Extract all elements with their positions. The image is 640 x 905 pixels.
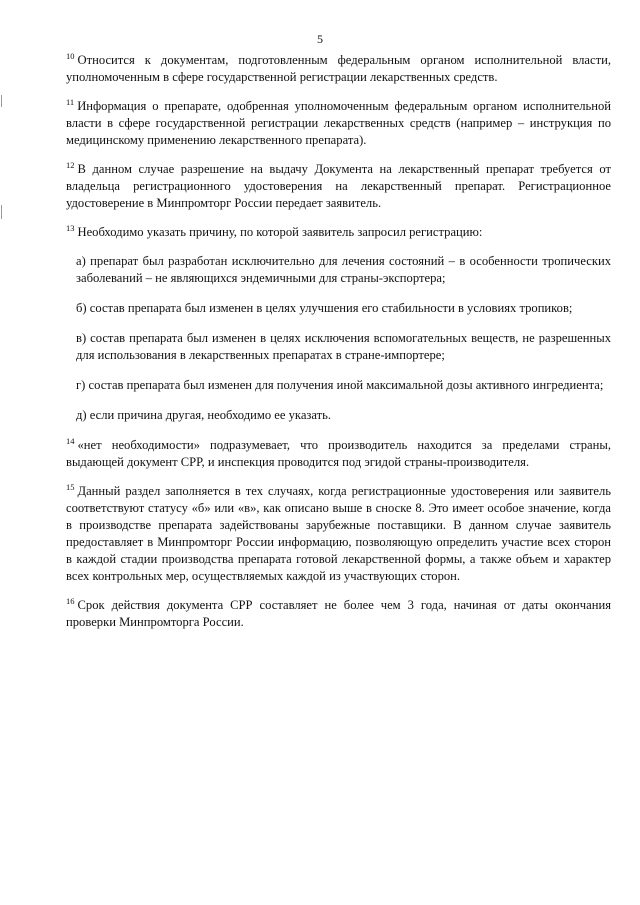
- reason-list: [66, 253, 611, 424]
- footnote-11: [66, 98, 611, 149]
- footnote-14: [66, 437, 611, 471]
- reason-item-d: д) если причина другая, необходимо ее указать.: [76, 408, 332, 422]
- footnote-text: Информация о препарате, одобренная уполномоченным федеральным органом исполнительной власти в сфере государственной регистрации лекарственных средств (например – инструкция по медицинскому применению лекарственного препарата).: [66, 99, 611, 147]
- footnote-mark: 14: [66, 435, 75, 446]
- footnote-text: Срок действия документа СРР составляет не более чем 3 года, начиная от даты окончания проверки Минпромторга России.: [66, 598, 611, 629]
- footnote-15: [66, 483, 611, 585]
- footnote-text: В данном случае разрешение на выдачу Документа на лекарственный препарат требуется от владельца регистрационного удостоверения на лекарственный препарат. Регистрационное удостоверение в Минпромторг России передает заявитель.: [66, 162, 611, 210]
- reason-item-a: а) препарат был разработан исключительно для лечения состояний – в особенности тропических заболеваний – не являющихся эндемичными для страны-экспортера;: [76, 254, 611, 285]
- footnote-text: «нет необходимости» подразумевает, что производитель находится за пределами страны, выдающей документ СРР, и инспекция проводится под эгидой страны-производителя.: [66, 438, 611, 469]
- footnote-mark: 11: [66, 96, 75, 107]
- footnote-mark: 15: [66, 481, 75, 492]
- footnote-text: Относится к документам, подготовленным федеральным органом исполнительной власти, уполномоченным в сфере государственной регистрации лекарственных средств.: [66, 53, 611, 84]
- scan-edge-mark: [1, 95, 2, 107]
- page-number: 5: [317, 32, 323, 46]
- footnote-mark: 16: [66, 595, 75, 606]
- reason-item-v: в) состав препарата был изменен в целях исключения вспомогательных веществ, не разрешенных для использования в лекарственных препаратах в стране-импортере;: [76, 331, 611, 362]
- footnote-16: [66, 597, 611, 631]
- footnote-12: [66, 161, 611, 212]
- footnote-mark: 10: [66, 50, 75, 61]
- footnote-13: [66, 224, 611, 241]
- footnote-text: Данный раздел заполняется в тех случаях, когда регистрационные удостоверения или заявитель соответствуют статусу «б» или «в», как описано выше в сноске 8. Это имеет особое значение, когда в производстве препарата задействованы зарубежные поставщики. В данном случае заявитель предоставляет в Минпромторг России информацию, позволяющую определить участие всех сторон в каждой стадии производства препарата готовой лекарственной формы, а также объем и характер всех контрольных мер, осуществляемых каждой из участвующих сторон.: [66, 484, 611, 583]
- footnote-mark: 12: [66, 159, 75, 170]
- footnote-10: [66, 52, 611, 86]
- footnote-text: Необходимо указать причину, по которой заявитель запросил регистрацию:: [77, 225, 483, 239]
- scan-edge-mark: [1, 205, 2, 219]
- reason-item-b: б) состав препарата был изменен в целях улучшения его стабильности в условиях тропиков;: [76, 301, 573, 315]
- reason-item-g: г) состав препарата был изменен для получения иной максимальной дозы активного ингредиента;: [76, 378, 604, 392]
- footnotes-section: [66, 52, 611, 643]
- footnote-mark: 13: [66, 222, 75, 233]
